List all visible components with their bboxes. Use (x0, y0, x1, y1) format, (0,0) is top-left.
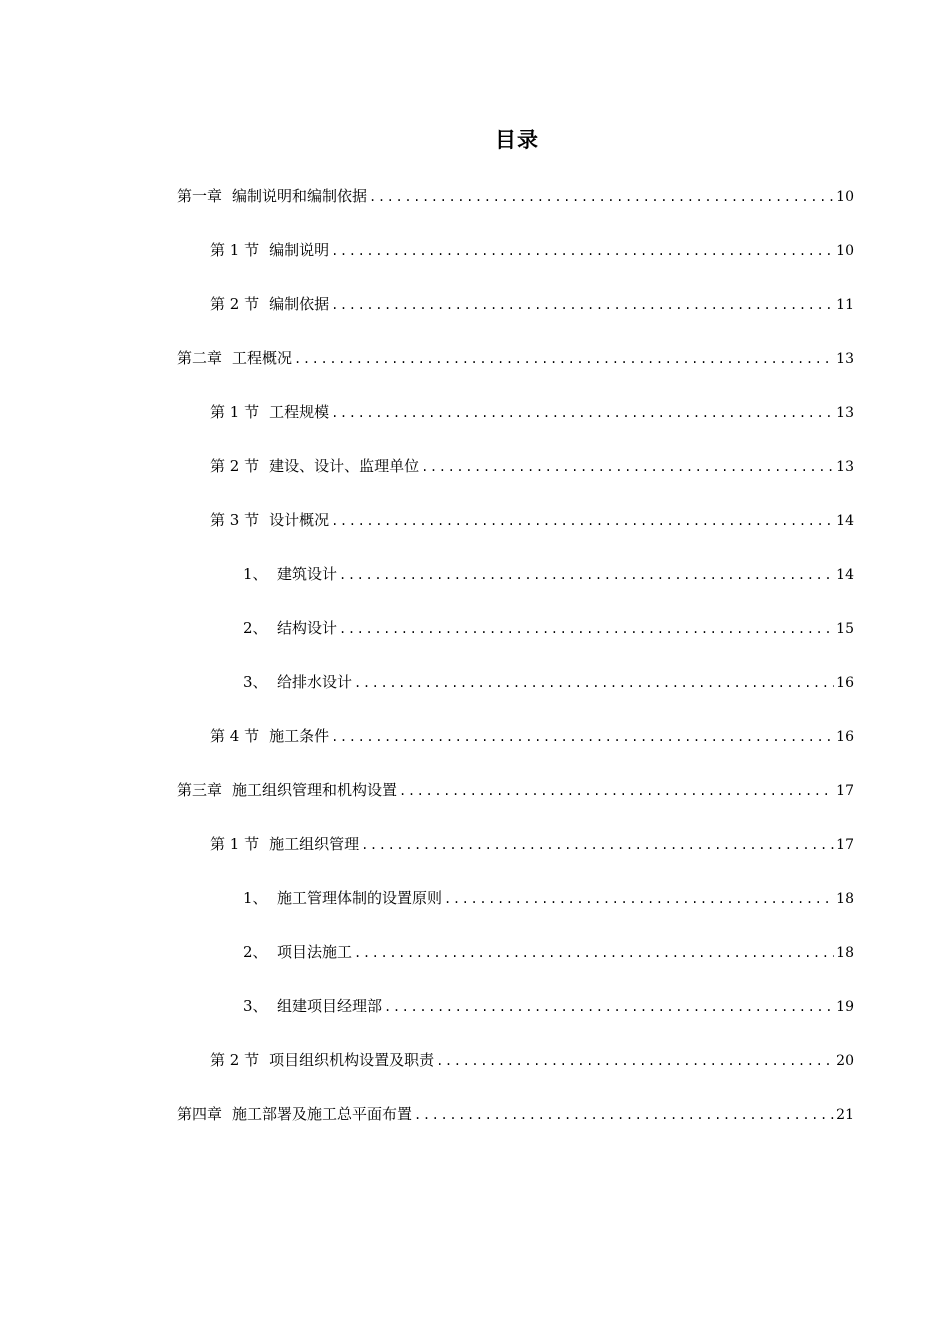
toc-entry-page-number: 16 (836, 729, 854, 745)
toc-entry-row (210, 724, 854, 749)
toc-entry-number: 3、 (243, 673, 268, 691)
toc-entry-row (210, 454, 854, 479)
toc-dot-leader (436, 1049, 834, 1073)
toc-entry-page-number: 14 (836, 513, 854, 529)
toc-entry-text: 给排水设计 (277, 673, 353, 691)
toc-entry-number: 第 1 节 (210, 403, 260, 421)
toc-entry[interactable] (0, 454, 950, 508)
toc-entry-page-number: 19 (836, 999, 854, 1015)
toc-dot-leader (294, 347, 834, 371)
toc-dot-leader (399, 779, 834, 803)
toc-entry-row (210, 508, 854, 533)
toc-entry-row (243, 616, 854, 641)
toc-entry-text: 施工部署及施工总平面布置 (232, 1105, 413, 1123)
toc-entry-number: 第 2 节 (210, 295, 260, 313)
toc-entry-row (243, 886, 854, 911)
toc-entry-text: 项目组织机构设置及职责 (269, 1051, 435, 1069)
toc-entry-row (210, 832, 854, 857)
toc-entry-text: 施工管理体制的设置原则 (277, 889, 443, 907)
toc-entry-row (243, 994, 854, 1019)
toc-entry-row (210, 238, 854, 263)
toc-entry[interactable] (0, 346, 950, 400)
toc-dot-leader (384, 995, 834, 1019)
toc-entry[interactable] (0, 724, 950, 778)
toc-entry-row (177, 778, 854, 803)
toc-entry-number: 第二章 (177, 349, 223, 367)
toc-entry-page-number: 17 (836, 783, 854, 799)
toc-entry[interactable] (0, 508, 950, 562)
toc-dot-leader (369, 185, 834, 209)
toc-entry-number: 第 2 节 (210, 1051, 260, 1069)
toc-dot-leader (414, 1103, 834, 1127)
toc-entry-text: 工程概况 (232, 349, 293, 367)
toc-entry-number: 第 1 节 (210, 835, 260, 853)
toc-entry-page-number: 18 (836, 891, 854, 907)
toc-entry-page-number: 20 (836, 1053, 854, 1069)
toc-entry-text: 施工组织管理和机构设置 (232, 781, 398, 799)
toc-dot-leader (339, 563, 834, 587)
toc-title: 目录 (495, 128, 539, 152)
toc-entry-row (210, 400, 854, 425)
toc-entry-text: 结构设计 (277, 619, 338, 637)
toc-entry[interactable] (0, 1102, 950, 1156)
toc-entry-number: 第一章 (177, 187, 223, 205)
toc-entry[interactable] (0, 886, 950, 940)
toc-dot-leader (354, 941, 834, 965)
toc-entry-text: 建设、设计、监理单位 (269, 457, 420, 475)
toc-entry-page-number: 14 (836, 567, 854, 583)
toc-entry-row (243, 670, 854, 695)
toc-entry-number: 2、 (243, 619, 268, 637)
toc-dot-leader (339, 617, 834, 641)
toc-entry[interactable] (0, 400, 950, 454)
toc-entry-row (243, 562, 854, 587)
toc-entry-row (177, 184, 854, 209)
toc-entry[interactable] (0, 616, 950, 670)
toc-entry-page-number: 18 (836, 945, 854, 961)
toc-entry[interactable] (0, 670, 950, 724)
toc-dot-leader (331, 239, 834, 263)
toc-entry[interactable] (0, 238, 950, 292)
toc-dot-leader (444, 887, 834, 911)
toc-entry-text: 建筑设计 (277, 565, 338, 583)
toc-entry-number: 3、 (243, 997, 268, 1015)
toc-entry[interactable] (0, 832, 950, 886)
toc-dot-leader (331, 401, 834, 425)
toc-entry-number: 第 3 节 (210, 511, 260, 529)
toc-entry-number: 1、 (243, 889, 268, 907)
toc-entry-page-number: 17 (836, 837, 854, 853)
toc-entry-page-number: 16 (836, 675, 854, 691)
toc-entry-number: 2、 (243, 943, 268, 961)
toc-entry-text: 编制说明 (269, 241, 330, 259)
toc-entry-page-number: 13 (836, 459, 854, 475)
toc-entry[interactable] (0, 562, 950, 616)
toc-dot-leader (354, 671, 834, 695)
toc-entry[interactable] (0, 292, 950, 346)
toc-entry-page-number: 10 (836, 189, 854, 205)
toc-entry-row (210, 1048, 854, 1073)
toc-entry-page-number: 21 (836, 1107, 854, 1123)
toc-entry-row (177, 346, 854, 371)
toc-entry-number: 第 1 节 (210, 241, 260, 259)
toc-entry-row (243, 940, 854, 965)
toc-entry-page-number: 15 (836, 621, 854, 637)
toc-entry-number: 第 2 节 (210, 457, 260, 475)
toc-entry-text: 工程规模 (269, 403, 330, 421)
toc-entry-number: 第 4 节 (210, 727, 260, 745)
toc-entry[interactable] (0, 994, 950, 1048)
toc-entry[interactable] (0, 940, 950, 994)
toc-dot-leader (331, 293, 834, 317)
toc-entry-page-number: 13 (836, 351, 854, 367)
toc-entry-row (210, 292, 854, 317)
toc-list (0, 184, 950, 1156)
toc-entry-page-number: 10 (836, 243, 854, 259)
toc-entry-number: 第四章 (177, 1105, 223, 1123)
toc-entry-number: 第三章 (177, 781, 223, 799)
toc-entry-text: 施工条件 (269, 727, 330, 745)
toc-entry-number: 1、 (243, 565, 268, 583)
toc-entry-row (177, 1102, 854, 1127)
toc-entry-text: 项目法施工 (277, 943, 353, 961)
toc-entry[interactable] (0, 778, 950, 832)
toc-entry-text: 设计概况 (269, 511, 330, 529)
toc-entry[interactable] (0, 184, 950, 238)
toc-dot-leader (361, 833, 834, 857)
toc-entry-text: 编制依据 (269, 295, 330, 313)
toc-entry-page-number: 13 (836, 405, 854, 421)
toc-entry-text: 组建项目经理部 (277, 997, 383, 1015)
toc-dot-leader (331, 509, 834, 533)
toc-dot-leader (331, 725, 834, 749)
toc-entry[interactable] (0, 1048, 950, 1102)
toc-dot-leader (421, 455, 834, 479)
toc-entry-text: 施工组织管理 (269, 835, 360, 853)
toc-entry-page-number: 11 (836, 297, 854, 313)
toc-entry-text: 编制说明和编制依据 (232, 187, 368, 205)
